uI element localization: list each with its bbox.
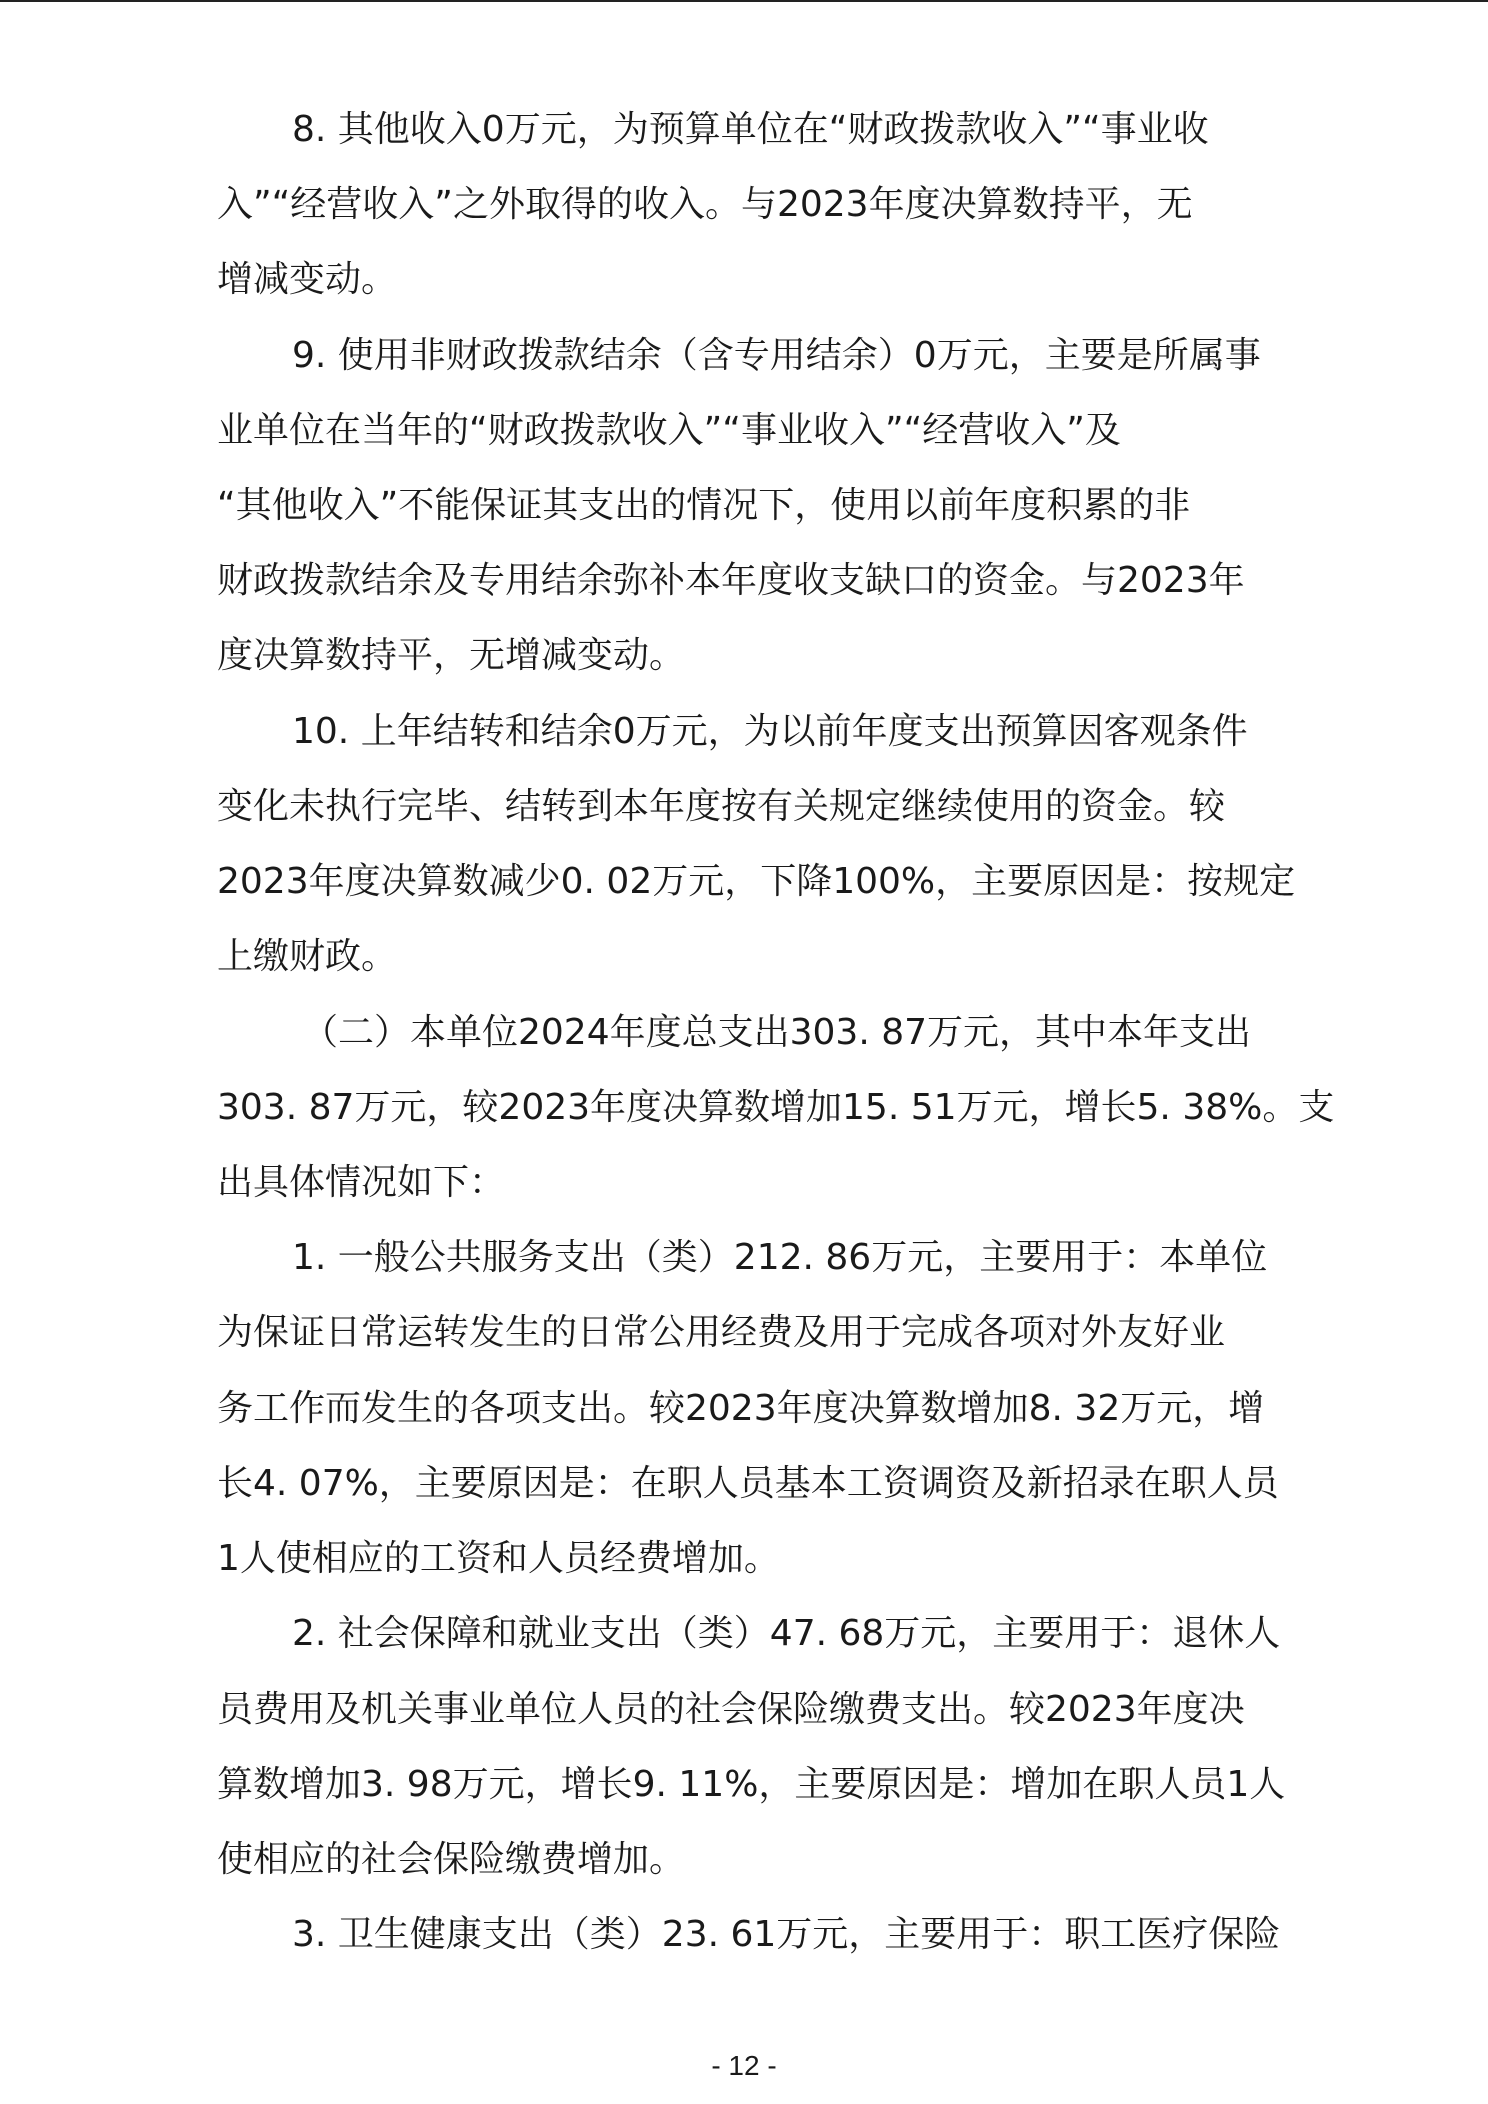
text-line: 1人使相应的工资和人员经费增加。 [217,1538,780,1579]
text-line: “其他收入”不能保证其支出的情况下，使用以前年度积累的非 [217,485,1191,526]
text-line: 算数增加3. 98万元，增长9. 11%，主要原因是：增加在职人员1人 [217,1764,1286,1805]
text-line: （二）本单位2024年度总支出303. 87万元，其中本年支出 [302,1012,1252,1053]
text-line: 3. 卫生健康支出（类）23. 61万元，主要用于：职工医疗保险 [292,1914,1281,1955]
text-line: 业单位在当年的“财政拨款收入”“事业收入”“经营收入”及 [217,410,1121,451]
text-line: 10. 上年结转和结余0万元，为以前年度支出预算因客观条件 [292,711,1248,752]
text-line: 员费用及机关事业单位人员的社会保险缴费支出。较2023年度决 [217,1689,1245,1730]
text-line: 303. 87万元，较2023年度决算数增加15. 51万元，增长5. 38%。支 [217,1087,1335,1128]
text-line: 增减变动。 [217,259,398,300]
text-line: 2. 社会保障和就业支出（类）47. 68万元，主要用于：退休人 [292,1613,1281,1654]
text-line: 财政拨款结余及专用结余弥补本年度收支缺口的资金。与2023年 [217,560,1245,601]
text-line: 使相应的社会保险缴费增加。 [217,1839,686,1880]
page-number: - 12 - [711,2050,777,2081]
text-line: 1. 一般公共服务支出（类）212. 86万元，主要用于：本单位 [292,1237,1268,1278]
text-line: 2023年度决算数减少0. 02万元，下降100%，主要原因是：按规定 [217,861,1296,902]
text-line: 入”“经营收入”之外取得的收入。与2023年度决算数持平，无 [217,184,1193,225]
text-line: 8. 其他收入0万元，为预算单位在“财政拨款收入”“事业收 [292,109,1209,150]
text-line: 度决算数持平，无增减变动。 [217,635,686,676]
text-line: 为保证日常运转发生的日常公用经费及用于完成各项对外友好业 [217,1312,1226,1353]
text-line: 9. 使用非财政拨款结余（含专用结余）0万元，主要是所属事 [292,335,1261,376]
text-line: 长4. 07%，主要原因是：在职人员基本工资调资及新招录在职人员 [217,1463,1279,1504]
text-line: 上缴财政。 [217,936,398,977]
text-line: 务工作而发生的各项支出。较2023年度决算数增加8. 32万元，增 [217,1388,1265,1429]
text-line: 变化未执行完毕、结转到本年度按有关规定继续使用的资金。较 [217,786,1226,827]
text-line: 出具体情况如下： [217,1162,506,1203]
